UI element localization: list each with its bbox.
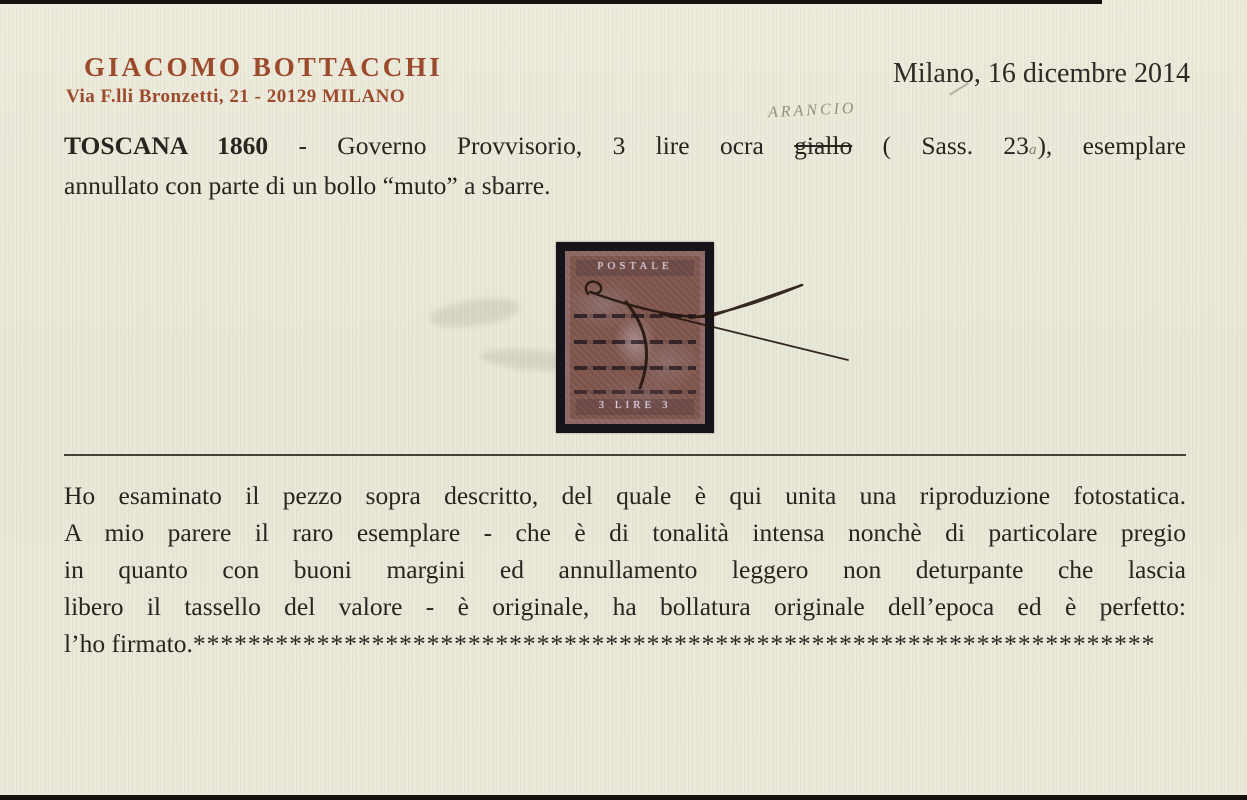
expertise-line: libero il tassello del valore - è originale, ha bollatura originale dell’epoca ed è perfetto: [64,592,1186,621]
scan-edge-bottom [0,795,1247,800]
paper-smudge [429,294,522,332]
expertise-line-signature [64,625,1186,662]
expertise-statement [64,477,1186,662]
stamp-body [565,251,705,424]
description-line-2: annullato con parte di un bollo “muto” a sbarre. [64,171,551,200]
expert-name: GIACOMO BOTTACCHI [84,52,443,82]
description-seg2: ( Sass. 23 [852,131,1029,160]
description-seg1: - Governo Provvisorio, 3 lire ocra [268,131,795,160]
dateline: Milano, 16 dicembre 2014 [892,58,1190,89]
expert-address: Via F.lli Bronzetti, 21 - 20129 MILANO [66,86,406,107]
handwritten-color-correction: ARANCIO [767,99,857,122]
stamp-bottom-inscription: 3 LIRE 3 [576,399,694,415]
stamp-top-inscription: POSTALE [576,260,694,276]
divider-rule [64,454,1186,456]
signature-statement: l’ho firmato. [64,629,193,658]
cancellation-bar [574,390,696,394]
expertise-line: in quanto con buoni margini ed annullamento leggero non deturpante che lascia [64,555,1186,584]
expertise-line: Ho esaminato il pezzo sopra descritto, del quale è qui unita una riproduzione fotostatica. [64,481,1186,510]
item-description [64,128,1186,203]
cancellation-bar [574,314,696,318]
expertise-line: A mio parere il raro esemplare - che è di tonalità intensa nonchè di particolare pregio [64,518,1186,547]
description-line-1 [64,128,1186,168]
description-title: TOSCANA 1860 [64,131,269,160]
asterisk-fill: ********************************************************************** [192,629,1156,658]
cancellation-bar [574,366,696,370]
stamp-photo [556,242,714,433]
scan-edge-top [0,0,1102,4]
cancellation-bar [574,340,696,344]
description-seg3: ), esemplare [1037,131,1186,160]
handwritten-sass-letter: a [1028,142,1038,158]
struck-word-giallo: giallo [794,131,853,160]
